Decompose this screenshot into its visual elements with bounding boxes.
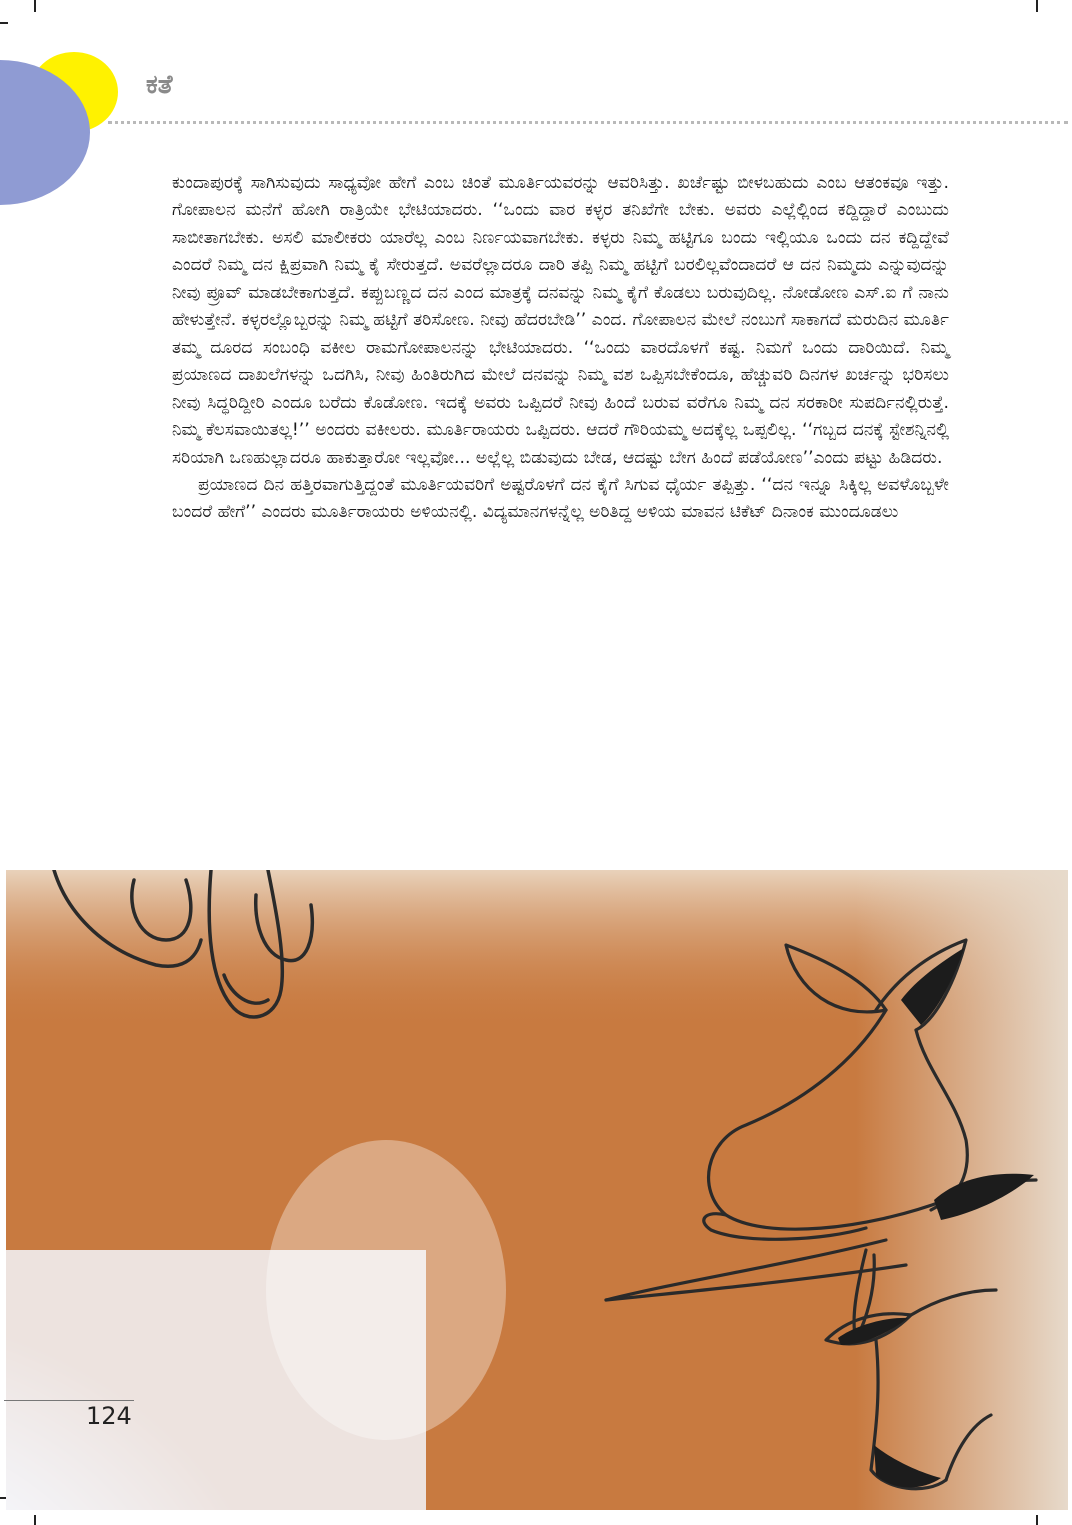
story-illustration [6,870,1068,1510]
crop-mark-top-left [34,0,36,12]
page-number-rule [4,1400,134,1401]
page-number: 124 [86,1402,132,1430]
story-body [172,170,949,527]
crop-mark-bottom-left [34,1515,36,1525]
section-label: ಕತೆ [146,70,173,100]
story-paragraph-2: ಪ್ರಯಾಣದ ದಿನ ಹತ್ತಿರವಾಗುತ್ತಿದ್ದಂತೆ ಮೂರ್ತಿಯವರಿಗೆ ಅಷ್ಟರೊಳಗೆ ದನ ಕೈಗೆ ಸಿಗುವ ಧೈರ್ಯ ತಪ್ಪಿತ್ತು. ‘‘ದನ ಇನ್ನೂ ಸಿಕ್ಕಿಲ್ಲ ಅವಳೊಬ್ಬಳೇ ಬಂದರೆ ಹೇಗೆ’’ ಎಂದರು ಮೂರ್ತಿರಾಯರು ಅಳಿಯನಲ್ಲಿ. ವಿದ್ಯಮಾನಗಳನ್ನೆಲ್ಲ ಅರಿತಿದ್ದ ಅಳಿಯ ಮಾವನ ಟಿಕೆಟ್ ದಿನಾಂಕ ಮುಂದೂಡಲು [172,474,949,523]
crop-mark-bottom-right [1036,1515,1038,1525]
crop-mark-top-right [1036,0,1038,12]
story-paragraph-1: ಕುಂದಾಪುರಕ್ಕೆ ಸಾಗಿಸುವುದು ಸಾಧ್ಯವೋ ಹೇಗೆ ಎಂಬ ಚಿಂತೆ ಮೂರ್ತಿಯವರನ್ನು ಆವರಿಸಿತ್ತು. ಖರ್ಚೆಷ್ಟು ಬೀಳಬಹುದು ಎಂಬ ಆತಂಕವೂ ಇತ್ತು. ಗೋಪಾಲನ ಮನೆಗೆ ಹೋಗಿ ರಾತ್ರಿಯೇ ಭೇಟಿಯಾದರು. ‘‘ಒಂದು ವಾರ ಕಳ್ಳರ ತನಿಖೆಗೇ ಬೇಕು. ಅವರು ಎಲ್ಲೆಲ್ಲಿಂದ ಕದ್ದಿದ್ದಾರೆ ಎಂಬುದು ಸಾಬೀತಾಗಬೇಕು. ಅಸಲಿ ಮಾಲೀಕರು ಯಾರೆಲ್ಲ ಎಂಬ ನಿರ್ಣಯವಾಗಬೇಕು. ಕಳ್ಳರು ನಿಮ್ಮ ಹಟ್ಟಿಗೂ ಬಂದು ಇಲ್ಲಿಯೂ ಒಂದು ದನ ಕದ್ದಿದ್ದೇವೆ ಎಂದರೆ ನಿಮ್ಮ ದನ ಕ್ಷಿಪ್ರವಾಗಿ ನಿಮ್ಮ ಕೈ ಸೇರುತ್ತದೆ. ಅವರೆಲ್ಲಾದರೂ ದಾರಿ ತಪ್ಪಿ ನಿಮ್ಮ ಹಟ್ಟಿಗೆ ಬರಲಿಲ್ಲವೆಂದಾದರೆ ಆ ದನ ನಿಮ್ಮದು ಎನ್ನುವುದನ್ನು ನೀವು ಪ್ರೂವ್ ಮಾಡಬೇಕಾಗುತ್ತದೆ. ಕಪ್ಪುಬಣ್ಣದ ದನ ಎಂದ ಮಾತ್ರಕ್ಕೆ ದನವನ್ನು ನಿಮ್ಮ ಕೈಗೆ ಕೊಡಲು ಬರುವುದಿಲ್ಲ. ನೋಡೋಣ ಎಸ್.ಐ ಗೆ ನಾನು ಹೇಳುತ್ತೇನೆ. ಕಳ್ಳರಲ್ಲೊಬ್ಬರನ್ನು ನಿಮ್ಮ ಹಟ್ಟಿಗೆ ತರಿಸೋಣ. ನೀವು ಹೆದರಬೇಡಿ’’ ಎಂದ. ಗೋಪಾಲನ ಮೇಲೆ ನಂಬುಗೆ ಸಾಕಾಗದೆ ಮರುದಿನ ಮೂರ್ತಿ ತಮ್ಮ ದೂರದ ಸಂಬಂಧಿ ವಕೀಲ ರಾಮಗೋಪಾಲನನ್ನು ಭೇಟಿಯಾದರು. ‘‘ಒಂದು ವಾರದೊಳಗೆ ಕಷ್ಟ. ನಿಮಗೆ ಒಂದು ದಾರಿಯಿದೆ. ನಿಮ್ಮ ಪ್ರಯಾಣದ ದಾಖಲೆಗಳನ್ನು ಒದಗಿಸಿ, ನೀವು ಹಿಂತಿರುಗಿದ ಮೇಲೆ ದನವನ್ನು ನಿಮ್ಮ ವಶ ಒಪ್ಪಿಸಬೇಕೆಂದೂ, ಹೆಚ್ಚುವರಿ ದಿನಗಳ ಖರ್ಚನ್ನು ಭರಿಸಲು ನೀವು ಸಿದ್ಧರಿದ್ದೀರಿ ಎಂದೂ ಬರೆದು ಕೊಡೋಣ. ಇದಕ್ಕೆ ಅವರು ಒಪ್ಪಿದರೆ ನೀವು ಹಿಂದೆ ಬರುವ ವರೆಗೂ ನಿಮ್ಮ ದನ ಸರಕಾರೀ ಸುಪರ್ದಿನಲ್ಲಿರುತ್ತೆ. ನಿಮ್ಮ ಕೆಲಸವಾಯಿತಲ್ಲ!’’ ಅಂದರು ವಕೀಲರು. ಮೂರ್ತಿರಾಯರು ಒಪ್ಪಿದರು. ಆದರೆ ಗೌರಿಯಮ್ಮ ಅದಕ್ಕೆಲ್ಲ ಒಪ್ಪಲಿಲ್ಲ. ‘‘ಗಬ್ಬದ ದನಕ್ಕೆ ಸ್ಟೇಶನ್ನಿನಲ್ಲಿ ಸರಿಯಾಗಿ ಒಣಹುಲ್ಲಾದರೂ ಹಾಕುತ್ತಾರೋ ಇಲ್ಲವೋ... ಅಲ್ಲೆಲ್ಲ ಬಿಡುವುದು ಬೇಡ, ಆದಷ್ಟು ಬೇಗ ಹಿಂದೆ ಪಡೆಯೋಣ’’ಎಂದು ಪಟ್ಟು ಹಿಡಿದರು. [172,173,949,468]
header-dotted-divider [108,121,1068,124]
crop-mark-left-upper [0,22,8,24]
cow-sketch-illustration [6,870,1068,1510]
